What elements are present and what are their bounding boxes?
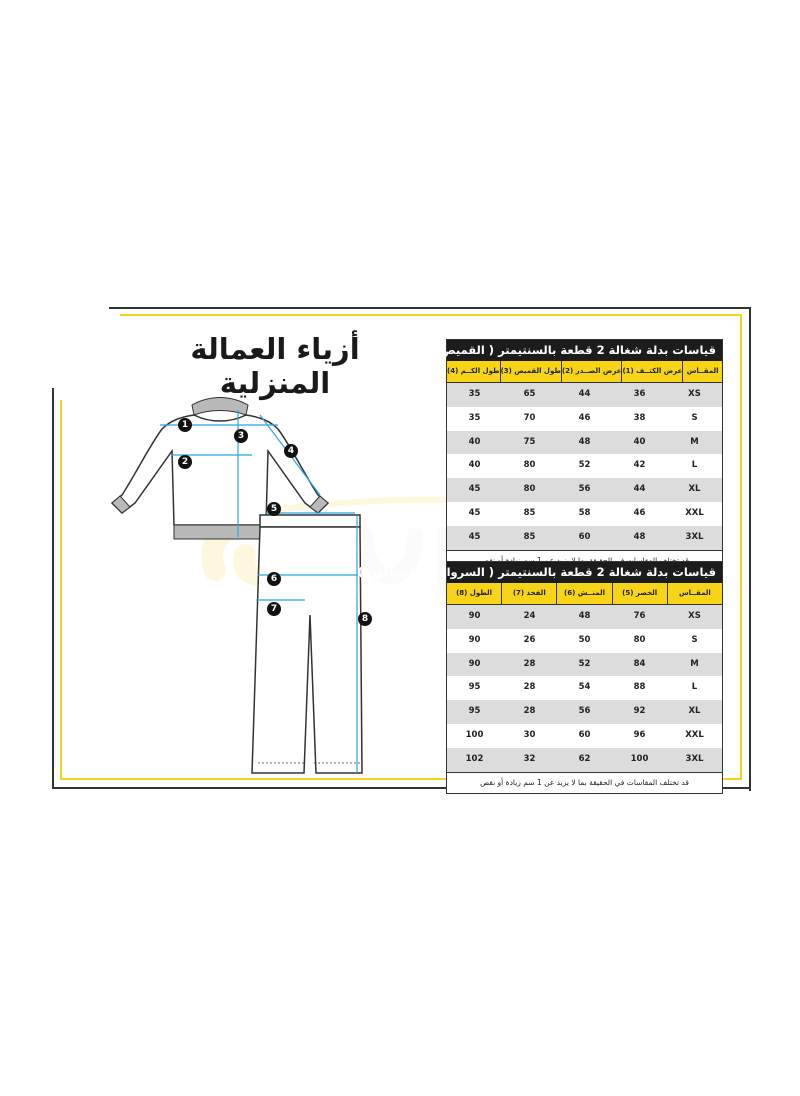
column-header: الفخذ (7) [501, 583, 556, 604]
table-cell: 32 [523, 753, 536, 764]
table-body [447, 605, 722, 772]
table-cell: 48 [578, 436, 591, 447]
table-cell: 84 [633, 658, 646, 669]
table-cell: 100 [630, 753, 649, 764]
table-row [447, 431, 722, 455]
table-cell: 40 [468, 460, 481, 471]
table-row [447, 629, 722, 653]
table-row [447, 605, 722, 629]
table-cell: 28 [523, 682, 536, 693]
page-title: أزياء العمالة المنزلية [190, 332, 360, 400]
frame-line [52, 388, 54, 788]
measure-marker-6: 6 [267, 572, 281, 586]
table-cell: 90 [468, 611, 481, 621]
table-cell: S [691, 412, 698, 423]
column-header: عرض الكتــف (1) [621, 361, 682, 382]
table-note: قد تختلف المقاسات في الحقيقة بما لا يزيد عن 1 سم زيادة أو نقص [447, 772, 722, 793]
table-cell: M [690, 436, 699, 447]
table-cell: 52 [578, 658, 591, 669]
measure-marker-4: 4 [284, 444, 298, 458]
column-header: المنــش (6) [556, 583, 611, 604]
table-row [447, 407, 722, 431]
table-cell: 40 [633, 436, 646, 447]
table-title: قياسات بدلة شغالة 2 قطعة بالسنتيمتر ( السروال أو البنطلون ) [447, 562, 722, 583]
measure-marker-7: 7 [267, 602, 281, 616]
table-cell: 28 [523, 706, 536, 717]
table-cell: 44 [633, 484, 646, 495]
measure-marker-2: 2 [178, 455, 192, 469]
table-cell: 48 [633, 531, 646, 542]
table-cell: 48 [578, 611, 591, 621]
table-row [447, 478, 722, 502]
pants-drawing [252, 513, 362, 773]
table-cell: 90 [468, 658, 481, 669]
table-cell: 95 [468, 682, 481, 693]
accent-line [120, 314, 742, 316]
measure-marker-3: 3 [234, 429, 248, 443]
table-row [447, 724, 722, 748]
pants-size-table [357, 561, 723, 794]
table-cell: 3XL [685, 753, 704, 764]
table-cell: 45 [468, 507, 481, 518]
accent-line [60, 400, 62, 780]
column-header: الخصر (5) [612, 583, 667, 604]
table-cell: 62 [578, 753, 591, 764]
measure-marker-1: 1 [178, 418, 192, 432]
column-header: الطول (8) [456, 589, 493, 597]
table-row [447, 502, 722, 526]
table-cell: 58 [578, 507, 591, 518]
table-cell: 35 [468, 389, 481, 399]
accent-line [740, 314, 742, 780]
table-row [447, 383, 722, 407]
table-cell: 46 [633, 507, 646, 518]
table-cell: 26 [523, 634, 536, 645]
table-cell: 24 [523, 611, 536, 621]
garment-illustration [100, 385, 400, 785]
table-cell: 42 [633, 460, 646, 471]
table-cell: XXL [685, 507, 704, 518]
table-row [447, 526, 722, 550]
table-cell: 70 [523, 412, 536, 423]
column-header: طول القميص (3) [500, 361, 561, 382]
table-cell: XXL [685, 729, 704, 740]
table-cell: 60 [578, 531, 591, 542]
table-cell: L [691, 682, 698, 693]
measure-marker-5: 5 [267, 502, 281, 516]
table-cell: L [691, 460, 698, 471]
table-cell: 40 [468, 436, 481, 447]
table-cell: S [691, 634, 698, 645]
table-cell: 28 [523, 658, 536, 669]
table-cell: 30 [523, 729, 536, 740]
table-cell: 85 [523, 531, 536, 542]
table-cell: 80 [523, 484, 536, 495]
table-cell: 102 [465, 753, 484, 764]
table-cell: 80 [633, 634, 646, 645]
table-cell: XS [688, 389, 701, 399]
table-cell: 44 [578, 389, 591, 399]
table-cell: 88 [633, 682, 646, 693]
table-cell: 36 [633, 389, 646, 399]
column-header: عرض الصــدر (2) [561, 361, 622, 382]
column-header: طول الكــم (4) [447, 367, 500, 375]
column-header: المقــاس [667, 583, 722, 604]
table-row [447, 653, 722, 677]
table-row [447, 748, 722, 772]
frame-line [109, 307, 750, 309]
table-cell: 60 [578, 729, 591, 740]
table-cell: 46 [578, 412, 591, 423]
table-header [447, 361, 722, 383]
table-row [447, 676, 722, 700]
table-cell: 52 [578, 460, 591, 471]
table-cell: XS [688, 611, 701, 621]
frame-line [749, 307, 751, 791]
table-cell: 95 [468, 706, 481, 717]
table-cell: 35 [468, 412, 481, 423]
table-cell: 80 [523, 460, 536, 471]
table-cell: 54 [578, 682, 591, 693]
table-cell: 45 [468, 531, 481, 542]
table-cell: XL [688, 484, 701, 495]
table-cell: 56 [578, 484, 591, 495]
measure-marker-8: 8 [358, 612, 372, 626]
table-cell: 75 [523, 436, 536, 447]
table-cell: 92 [633, 706, 646, 717]
table-body [447, 383, 722, 550]
table-cell: 96 [633, 729, 646, 740]
table-title: قياسات بدلة شغالة 2 قطعة بالسنتيمتر ( القميص أو البلوزة ) [447, 340, 722, 361]
table-cell: 56 [578, 706, 591, 717]
table-cell: 38 [633, 412, 646, 423]
table-cell: 100 [465, 729, 484, 740]
table-cell: 45 [468, 484, 481, 495]
table-row [447, 700, 722, 724]
table-cell: 85 [523, 507, 536, 518]
table-cell: 76 [633, 611, 646, 621]
table-row [447, 454, 722, 478]
table-cell: 90 [468, 634, 481, 645]
table-cell: 3XL [685, 531, 704, 542]
column-header: المقــاس [682, 361, 722, 382]
table-header [447, 583, 722, 605]
table-cell: 50 [578, 634, 591, 645]
table-cell: XL [688, 706, 701, 717]
table-cell: 65 [523, 389, 536, 399]
table-cell: M [690, 658, 699, 669]
shirt-size-table [373, 339, 723, 572]
